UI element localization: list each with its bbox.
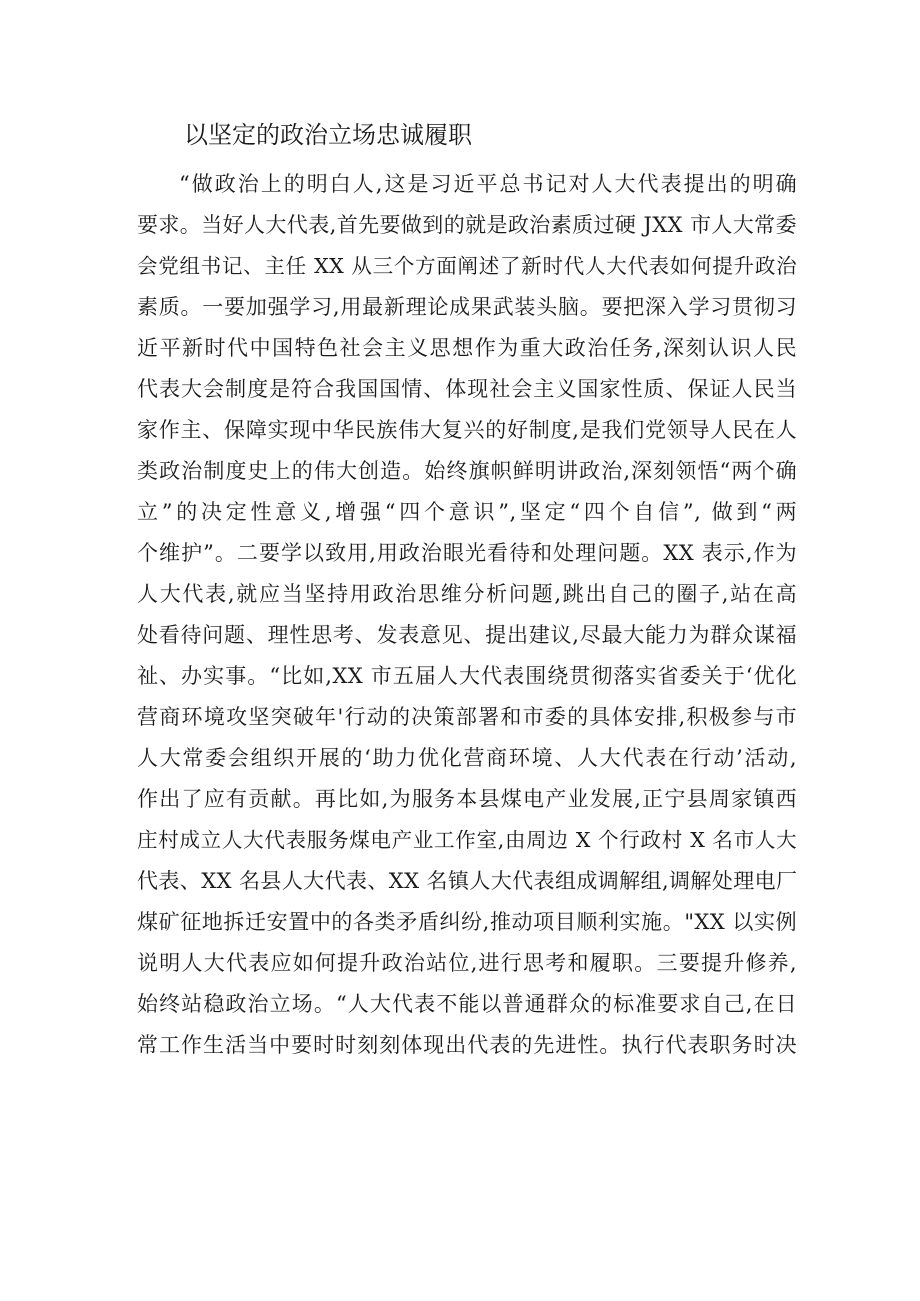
- paragraph-line: “做政治上的明白人,这是习近平总书记对人大代表提出的明确: [179, 172, 797, 196]
- paragraph-line: 代表、XX 名县人大代表、XX 名镇人大代表组成调解组,调解处理电厂: [137, 869, 798, 893]
- paragraph-line: 作出了应有贡献。再比如,为服务本县煤电产业发展,正宁县周家镇西: [137, 787, 797, 811]
- paragraph-line: 个维护”。二要学以致用,用政治眼光看待和处理问题。XX 表示,作为: [137, 541, 797, 565]
- paragraph-line: 代表大会制度是符合我国国情、体现社会主义国家性质、保证人民当: [137, 377, 797, 401]
- document-title: 以坚定的政治立场忠诚履职: [184, 121, 472, 149]
- paragraph-line: 人大常委会组织开展的‘助力优化营商环境、人大代表在行动’活动,: [137, 746, 797, 770]
- paragraph-line: 立”的决定性意义,增强“四个意识”,坚定“四个自信”, 做到“两: [137, 500, 797, 524]
- paragraph-line: 家作主、保障实现中华民族伟大复兴的好制度,是我们党领导人民在人: [137, 418, 797, 442]
- paragraph-line: 近平新时代中国特色社会主义思想作为重大政治任务,深刻认识人民: [137, 336, 797, 360]
- paragraph-line: 常工作生活当中要时时刻刻体现出代表的先进性。执行代表职务时决: [137, 1033, 797, 1057]
- paragraph-line: 说明人大代表应如何提升政治站位,进行思考和履职。三要提升修养,: [137, 951, 797, 975]
- paragraph-line: 庄村成立人大代表服务煤电产业工作室,由周边 X 个行政村 X 名市人大: [137, 828, 797, 852]
- paragraph-line: 处看待问题、理性思考、发表意见、提出建议,尽最大能力为群众谋福: [137, 623, 797, 647]
- paragraph-line: 煤矿征地拆迁安置中的各类矛盾纠纷,推动项目顺利实施。"XX 以实例: [137, 910, 797, 934]
- paragraph-line: 要求。当好人大代表,首先要做到的就是政治素质过硬 JXX 市人大常委: [137, 213, 797, 237]
- paragraph-line: 祉、办实事。“比如,XX 市五届人大代表围绕贯彻落实省委关于‘优化: [137, 664, 797, 688]
- paragraph-line: 会党组书记、主任 XX 从三个方面阐述了新时代人大代表如何提升政治: [137, 254, 797, 278]
- paragraph-line: 营商环境攻坚突破年'行动的决策部署和市委的具体安排,积极参与市: [137, 705, 797, 729]
- paragraph-line: 类政治制度史上的伟大创造。始终旗帜鲜明讲政治,深刻领悟“两个确: [137, 459, 797, 483]
- paragraph-line: 人大代表,就应当坚持用政治思维分析问题,跳出自己的圈子,站在高: [137, 582, 797, 606]
- paragraph-line: 始终站稳政治立场。“人大代表不能以普通群众的标准要求自己,在日: [137, 992, 797, 1016]
- paragraph-line: 素质。一要加强学习,用最新理论成果武装头脑。要把深入学习贯彻习: [137, 295, 797, 319]
- document-body: [137, 164, 797, 1066]
